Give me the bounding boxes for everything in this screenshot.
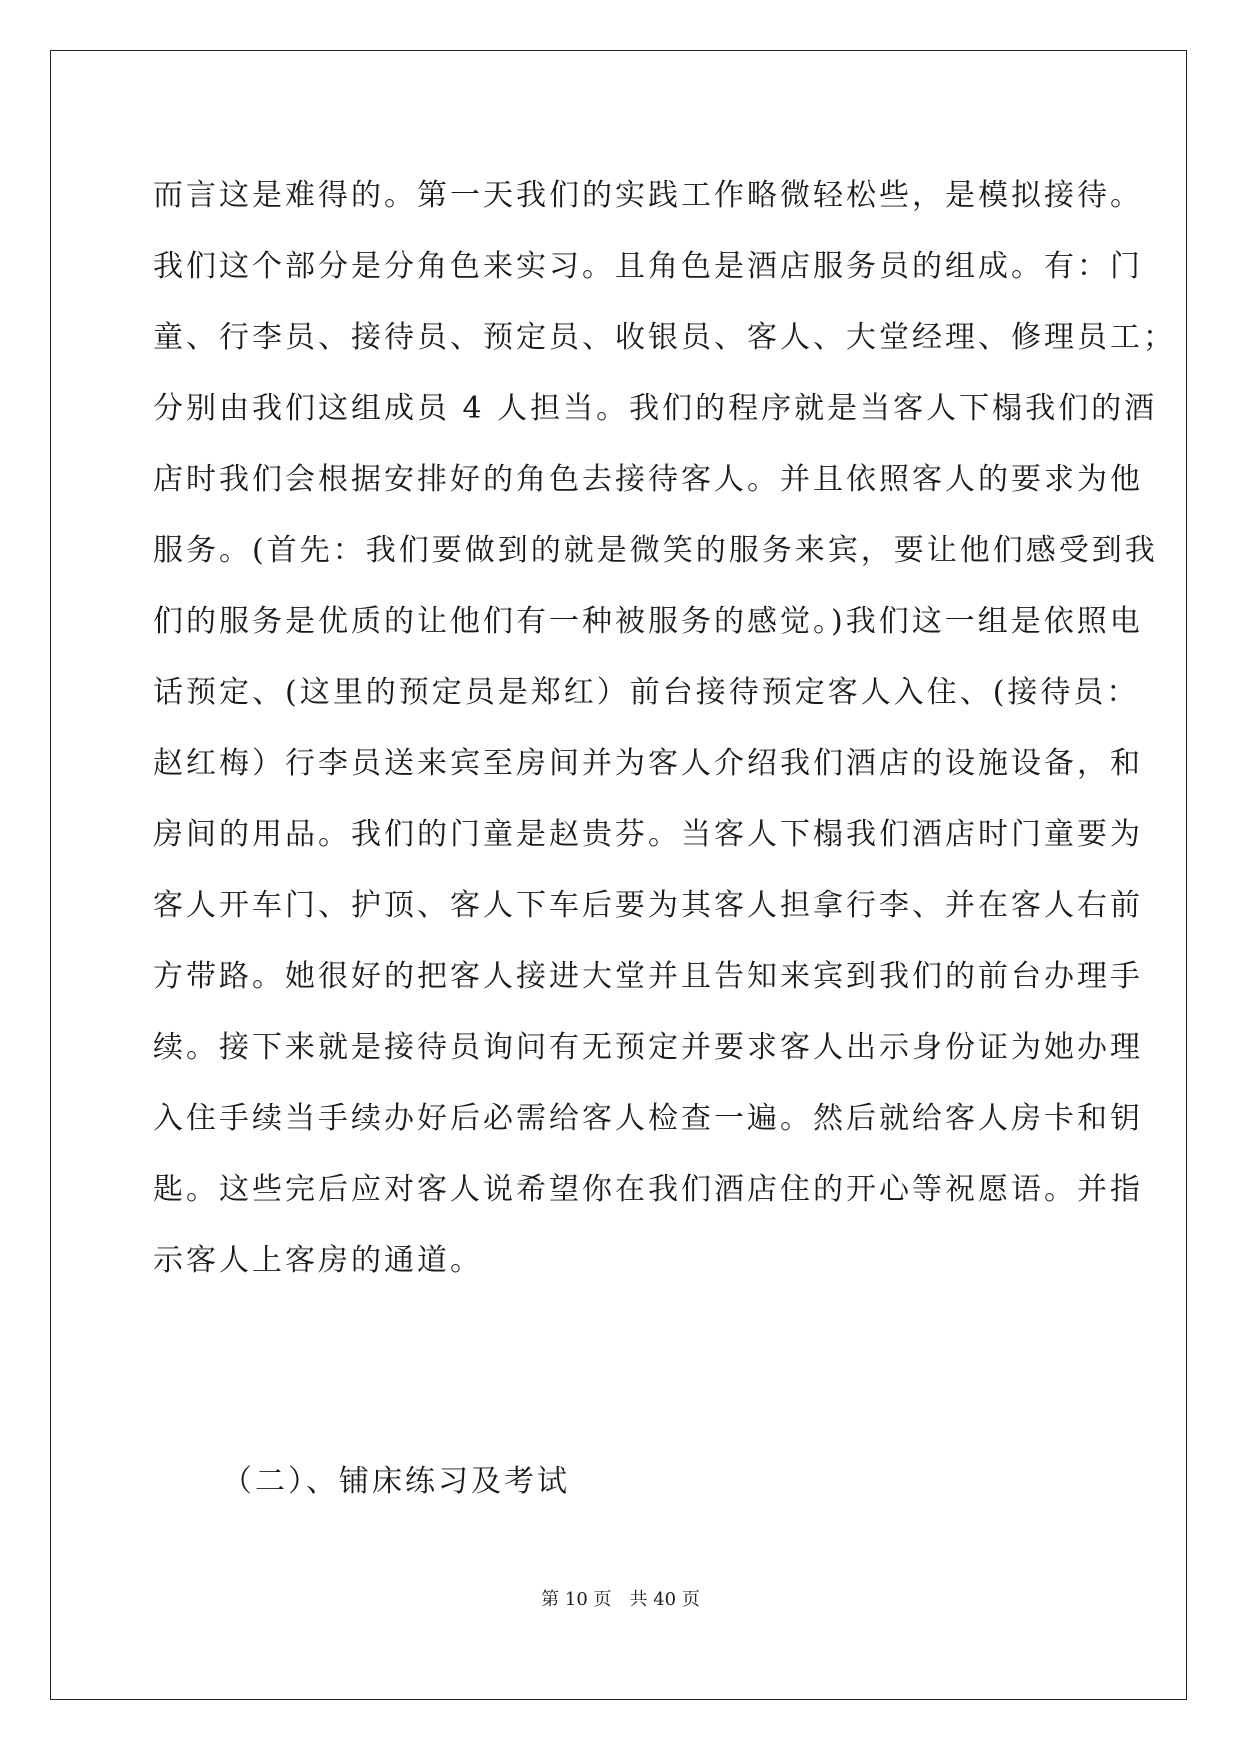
paragraph-line: 服务。(首先：我们要做到的就是微笑的服务来宾，要让他们感受到我 [153,533,1158,568]
paragraph-line: 示客人上客房的通道。 [153,1243,483,1278]
paragraph-line: 赵红梅）行李员送来宾至房间并为客人介绍我们酒店的设施设备，和 [153,746,1143,781]
paragraph-line: 方带路。她很好的把客人接进大堂并且告知来宾到我们的前台办理手 [153,959,1143,994]
paragraph-line: 童、行李员、接待员、预定员、收银员、客人、大堂经理、修理员工； [153,320,1176,355]
page-number-footer: 第 10 页 共 40 页 [541,1589,700,1610]
paragraph-line: 客人开车门、护顶、客人下车后要为其客人担拿行李、并在客人右前 [153,888,1143,923]
paragraph-line: 话预定、(这里的预定员是郑红）前台接待预定客人入住、(接待员： [153,675,1140,710]
paragraph-line: 房间的用品。我们的门童是赵贵芬。当客人下榻我们酒店时门童要为 [153,817,1143,852]
paragraph-line: 分别由我们这组成员 4 人担当。我们的程序就是当客人下榻我们的酒 [153,391,1158,426]
paragraph-line: 而言这是难得的。第一天我们的实践工作略微轻松些，是模拟接待。 [153,178,1143,213]
paragraph-line: 入住手续当手续办好后必需给客人检查一遍。然后就给客人房卡和钥 [153,1101,1143,1136]
section-subheading: （二）、铺床练习及考试 [222,1464,570,1499]
paragraph-line: 匙。这些完后应对客人说希望你在我们酒店住的开心等祝愿语。并指 [153,1172,1143,1207]
paragraph-line: 续。接下来就是接待员询问有无预定并要求客人出示身份证为她办理 [153,1030,1143,1065]
paragraph-line: 们的服务是优质的让他们有一种被服务的感觉。)我们这一组是依照电 [153,604,1143,639]
paragraph-line: 店时我们会根据安排好的角色去接待客人。并且依照客人的要求为他 [153,462,1143,497]
paragraph-line: 我们这个部分是分角色来实习。且角色是酒店服务员的组成。有：门 [153,249,1143,284]
body-paragraph [153,160,1176,1296]
